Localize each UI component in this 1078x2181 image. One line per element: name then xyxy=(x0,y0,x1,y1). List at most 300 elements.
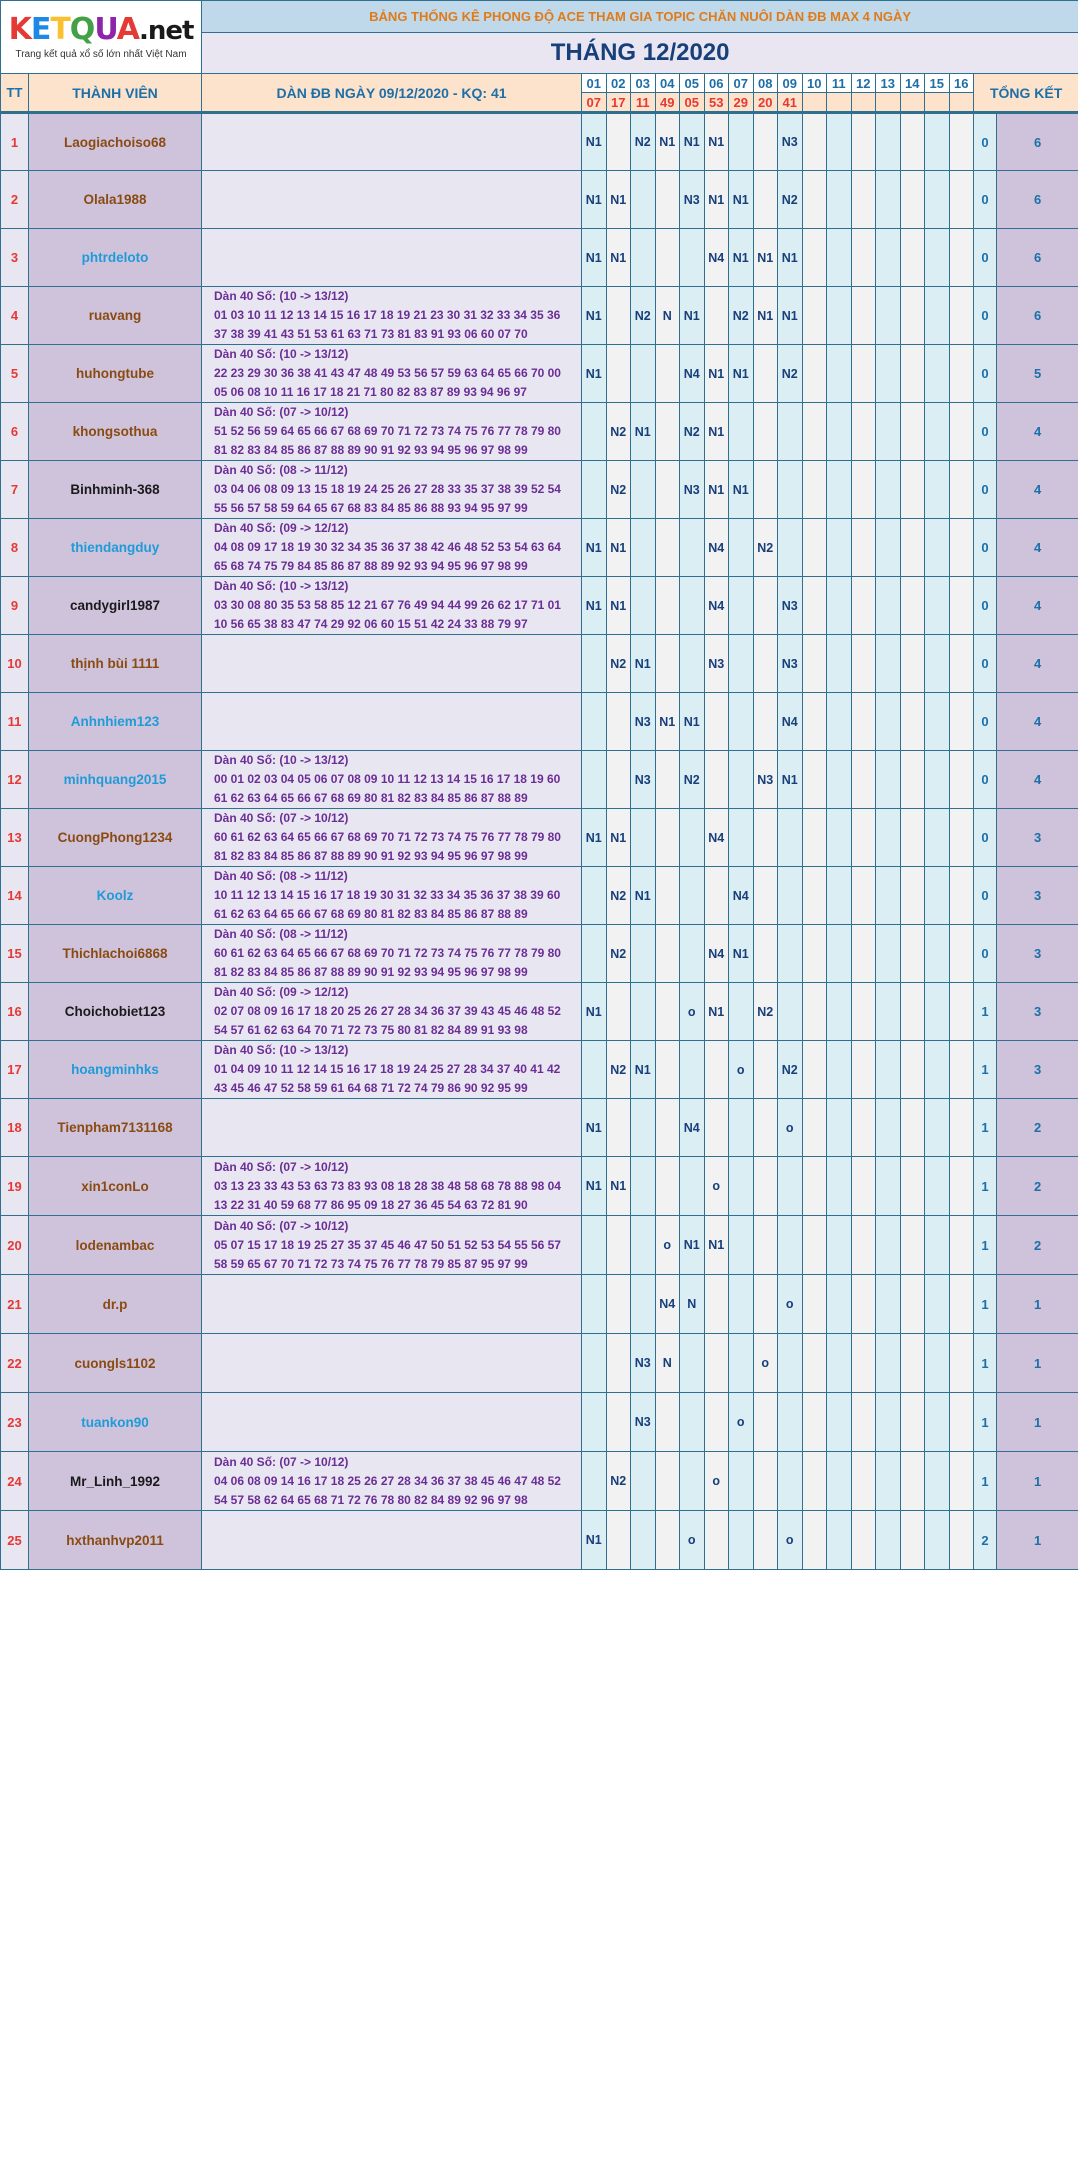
member-name[interactable]: hxthanhvp2011 xyxy=(29,1511,202,1570)
day-cell xyxy=(949,1041,974,1099)
day-cell: N2 xyxy=(778,1041,803,1099)
summary-miss: 0 xyxy=(974,751,997,809)
member-row xyxy=(1,809,1078,867)
day-cell xyxy=(606,751,631,809)
day-cell: N1 xyxy=(729,345,754,403)
member-row xyxy=(1,867,1078,925)
result-number: 41 xyxy=(778,93,803,113)
row-number: 18 xyxy=(1,1099,29,1157)
dan-line2: 81 82 83 84 85 86 87 88 89 90 91 92 93 94 95 96 97 98 99 xyxy=(214,849,528,863)
day-cell xyxy=(851,1393,876,1452)
dan-line2: 81 82 83 84 85 86 87 88 89 90 91 92 93 94 95 96 97 98 99 xyxy=(214,443,528,457)
day-cell xyxy=(729,1334,754,1393)
row-number: 7 xyxy=(1,461,29,519)
row-number: 17 xyxy=(1,1041,29,1099)
dan-title: Dàn 40 Số: (10 -> 13/12) xyxy=(214,1043,349,1057)
member-name[interactable]: Laogiachoiso68 xyxy=(29,113,202,171)
day-cell: N1 xyxy=(704,113,729,171)
member-name[interactable]: thịnh bùi 1111 xyxy=(29,635,202,693)
day-cell xyxy=(876,809,901,867)
day-cell xyxy=(900,519,925,577)
day-cell xyxy=(925,1157,950,1216)
day-cell xyxy=(925,925,950,983)
day-cell xyxy=(802,171,827,229)
logo[interactable] xyxy=(1,1,202,74)
dan-line1: 02 07 08 09 16 17 18 20 25 26 27 28 34 36 37 39 43 45 46 48 52 xyxy=(214,1004,561,1018)
day-cell xyxy=(753,1511,778,1570)
day-cell xyxy=(778,1393,803,1452)
day-cell xyxy=(582,403,607,461)
day-cell xyxy=(900,693,925,751)
day-cell: N3 xyxy=(778,113,803,171)
dan-line2: 54 57 58 62 64 65 68 71 72 76 78 80 82 84 89 92 96 97 98 xyxy=(214,1492,528,1507)
day-cell: N1 xyxy=(606,519,631,577)
member-row xyxy=(1,1216,1078,1275)
day-cell xyxy=(900,867,925,925)
day-cell xyxy=(655,519,680,577)
day-cell xyxy=(680,1334,705,1393)
member-dan xyxy=(202,287,582,345)
summary-hit: 6 xyxy=(997,229,1078,287)
summary-hit: 2 xyxy=(997,1216,1078,1275)
day-cell xyxy=(655,229,680,287)
day-cell xyxy=(949,577,974,635)
member-name[interactable]: tuankon90 xyxy=(29,1393,202,1452)
day-cell: N1 xyxy=(631,403,656,461)
day-cell: N1 xyxy=(778,751,803,809)
day-cell: o xyxy=(778,1275,803,1334)
day-cell: N4 xyxy=(680,345,705,403)
result-number xyxy=(876,93,901,113)
member-row xyxy=(1,577,1078,635)
day-cell xyxy=(704,867,729,925)
day-cell: N1 xyxy=(582,577,607,635)
day-cell xyxy=(802,867,827,925)
day-cell xyxy=(827,403,852,461)
row-number: 10 xyxy=(1,635,29,693)
day-cell xyxy=(827,577,852,635)
member-name[interactable]: khongsothua xyxy=(29,403,202,461)
day-cell xyxy=(753,1275,778,1334)
summary-hit: 1 xyxy=(997,1275,1078,1334)
result-number: 17 xyxy=(606,93,631,113)
day-cell xyxy=(949,1334,974,1393)
summary-miss: 1 xyxy=(974,1393,997,1452)
summary-miss: 0 xyxy=(974,113,997,171)
day-cell: N1 xyxy=(582,809,607,867)
day-cell xyxy=(900,287,925,345)
day-cell xyxy=(778,867,803,925)
day-cell xyxy=(680,809,705,867)
header-tt: TT xyxy=(1,74,29,113)
day-cell: o xyxy=(729,1041,754,1099)
day-cell xyxy=(753,1041,778,1099)
day-cell xyxy=(753,1216,778,1275)
dan-title: Dàn 40 Số: (09 -> 12/12) xyxy=(214,985,349,999)
member-dan xyxy=(202,751,582,809)
row-number: 19 xyxy=(1,1157,29,1216)
summary-hit: 4 xyxy=(997,519,1078,577)
day-cell: N1 xyxy=(729,925,754,983)
day-cell xyxy=(827,1334,852,1393)
summary-hit: 4 xyxy=(997,751,1078,809)
day-cell xyxy=(802,229,827,287)
dan-title: Dàn 40 Số: (10 -> 13/12) xyxy=(214,753,349,767)
day-cell: o xyxy=(704,1452,729,1511)
member-name[interactable]: phtrdeloto xyxy=(29,229,202,287)
day-cell: N xyxy=(680,1275,705,1334)
member-row xyxy=(1,925,1078,983)
day-cell xyxy=(949,1275,974,1334)
day-cell xyxy=(876,519,901,577)
member-name[interactable]: Anhnhiem123 xyxy=(29,693,202,751)
day-cell: o xyxy=(753,1334,778,1393)
member-name[interactable]: thiendangduy xyxy=(29,519,202,577)
day-cell xyxy=(606,1216,631,1275)
logo-wordmark: KETQUA.net xyxy=(8,12,194,47)
day-cell: N1 xyxy=(729,171,754,229)
day-cell: N3 xyxy=(631,1334,656,1393)
member-row xyxy=(1,1511,1078,1570)
day-cell xyxy=(925,809,950,867)
member-dan xyxy=(202,345,582,403)
day-cell xyxy=(802,1511,827,1570)
dan-title: Dàn 40 Số: (07 -> 10/12) xyxy=(214,1159,349,1174)
member-name[interactable]: Thichlachoi6868 xyxy=(29,925,202,983)
day-header: 06 xyxy=(704,74,729,93)
day-cell: N1 xyxy=(704,345,729,403)
day-header: 11 xyxy=(827,74,852,93)
day-cell xyxy=(949,867,974,925)
day-cell xyxy=(753,577,778,635)
day-cell xyxy=(900,1157,925,1216)
day-cell: N1 xyxy=(680,287,705,345)
dan-line2: 65 68 74 75 79 84 85 86 87 88 89 92 93 94 95 96 97 98 99 xyxy=(214,559,528,573)
day-cell xyxy=(876,867,901,925)
summary-miss: 1 xyxy=(974,983,997,1041)
row-number: 6 xyxy=(1,403,29,461)
dan-line1: 60 61 62 63 64 65 66 67 68 69 70 71 72 73 74 75 76 77 78 79 80 xyxy=(214,830,561,844)
day-cell xyxy=(582,635,607,693)
member-name[interactable]: ruavang xyxy=(29,287,202,345)
summary-miss: 0 xyxy=(974,577,997,635)
month-title: THÁNG 12/2020 xyxy=(202,33,1078,74)
day-cell xyxy=(876,113,901,171)
member-dan xyxy=(202,1334,582,1393)
result-number: 20 xyxy=(753,93,778,113)
day-cell xyxy=(900,577,925,635)
day-header: 16 xyxy=(949,74,974,93)
day-cell xyxy=(729,519,754,577)
member-name[interactable]: minhquang2015 xyxy=(29,751,202,809)
day-cell xyxy=(827,287,852,345)
day-cell: N1 xyxy=(704,403,729,461)
day-header: 10 xyxy=(802,74,827,93)
summary-hit: 6 xyxy=(997,287,1078,345)
day-cell xyxy=(729,635,754,693)
dan-line2: 61 62 63 64 65 66 67 68 69 80 81 82 83 84 85 86 87 88 89 xyxy=(214,791,528,805)
member-name[interactable]: dr.p xyxy=(29,1275,202,1334)
day-cell xyxy=(876,751,901,809)
day-cell xyxy=(802,1334,827,1393)
day-cell xyxy=(876,983,901,1041)
dan-title: Dàn 40 Số: (07 -> 10/12) xyxy=(214,1454,349,1469)
day-cell xyxy=(655,171,680,229)
day-cell xyxy=(876,925,901,983)
row-number: 3 xyxy=(1,229,29,287)
day-cell xyxy=(582,925,607,983)
member-name[interactable]: Choichobiet123 xyxy=(29,983,202,1041)
day-cell xyxy=(606,113,631,171)
summary-miss: 0 xyxy=(974,171,997,229)
day-cell: N1 xyxy=(582,983,607,1041)
member-dan xyxy=(202,1157,582,1216)
day-cell: N1 xyxy=(606,229,631,287)
day-cell xyxy=(606,1099,631,1157)
day-cell xyxy=(753,635,778,693)
day-cell xyxy=(680,577,705,635)
day-cell xyxy=(655,403,680,461)
member-name[interactable]: Koolz xyxy=(29,867,202,925)
day-cell xyxy=(802,1041,827,1099)
day-cell xyxy=(655,1393,680,1452)
day-cell: N4 xyxy=(729,867,754,925)
day-cell: N4 xyxy=(704,229,729,287)
day-cell xyxy=(778,519,803,577)
dan-title: Dàn 40 Số: (07 -> 10/12) xyxy=(214,1218,349,1233)
day-cell xyxy=(606,1275,631,1334)
member-name[interactable]: cuongls1102 xyxy=(29,1334,202,1393)
day-cell: o xyxy=(680,1511,705,1570)
day-cell: N1 xyxy=(655,113,680,171)
day-cell: N3 xyxy=(753,751,778,809)
day-cell: N3 xyxy=(680,461,705,519)
day-cell xyxy=(900,1216,925,1275)
day-cell xyxy=(802,1216,827,1275)
header-member: THÀNH VIÊN xyxy=(29,74,202,113)
day-cell xyxy=(606,1393,631,1452)
day-cell xyxy=(729,113,754,171)
day-cell xyxy=(900,345,925,403)
day-cell xyxy=(631,519,656,577)
day-cell xyxy=(949,403,974,461)
day-cell xyxy=(631,229,656,287)
day-cell: N1 xyxy=(778,287,803,345)
dan-line1: 03 04 06 08 09 13 15 18 19 24 25 26 27 28 33 35 37 38 39 52 54 xyxy=(214,482,561,496)
member-dan xyxy=(202,635,582,693)
day-cell xyxy=(876,1511,901,1570)
member-name[interactable]: hoangminhks xyxy=(29,1041,202,1099)
day-cell xyxy=(925,983,950,1041)
member-row xyxy=(1,1157,1078,1216)
day-cell xyxy=(851,519,876,577)
day-cell xyxy=(778,403,803,461)
day-cell xyxy=(851,635,876,693)
day-cell xyxy=(900,1099,925,1157)
day-cell xyxy=(949,1157,974,1216)
day-header: 02 xyxy=(606,74,631,93)
summary-hit: 1 xyxy=(997,1393,1078,1452)
day-cell xyxy=(900,1334,925,1393)
day-cell xyxy=(827,1393,852,1452)
day-cell: N xyxy=(655,1334,680,1393)
day-cell xyxy=(753,693,778,751)
day-cell xyxy=(925,1334,950,1393)
day-cell xyxy=(876,635,901,693)
logo-tagline: Trang kết quả xổ số lớn nhất Việt Nam xyxy=(15,49,187,60)
member-row xyxy=(1,983,1078,1041)
day-cell: N1 xyxy=(753,229,778,287)
row-number: 25 xyxy=(1,1511,29,1570)
day-cell xyxy=(827,867,852,925)
day-cell xyxy=(949,1099,974,1157)
day-cell xyxy=(655,1511,680,1570)
day-cell xyxy=(802,287,827,345)
summary-miss: 1 xyxy=(974,1334,997,1393)
day-header: 01 xyxy=(582,74,607,93)
day-cell xyxy=(876,1216,901,1275)
day-cell: N2 xyxy=(606,1452,631,1511)
dan-line2: 58 59 65 67 70 71 72 73 74 75 76 77 78 79 85 87 95 97 99 xyxy=(214,1256,528,1271)
day-cell xyxy=(900,983,925,1041)
member-name[interactable]: Olala1988 xyxy=(29,171,202,229)
day-cell xyxy=(925,229,950,287)
day-cell xyxy=(876,693,901,751)
member-dan xyxy=(202,519,582,577)
day-cell xyxy=(949,925,974,983)
day-cell: N2 xyxy=(778,171,803,229)
day-cell xyxy=(606,1334,631,1393)
day-cell: N1 xyxy=(582,1511,607,1570)
day-cell xyxy=(582,461,607,519)
dan-title: Dàn 40 Số: (08 -> 11/12) xyxy=(214,927,348,941)
summary-hit: 1 xyxy=(997,1511,1078,1570)
summary-miss: 0 xyxy=(974,925,997,983)
member-name[interactable]: Binhminh-368 xyxy=(29,461,202,519)
day-cell xyxy=(900,1452,925,1511)
day-cell xyxy=(949,1511,974,1570)
day-cell xyxy=(655,983,680,1041)
dan-title: Dàn 40 Số: (10 -> 13/12) xyxy=(214,347,349,361)
dan-title: Dàn 40 Số: (07 -> 10/12) xyxy=(214,811,349,825)
day-cell xyxy=(949,229,974,287)
day-cell xyxy=(680,519,705,577)
member-dan xyxy=(202,403,582,461)
dan-line2: 61 62 63 64 65 66 67 68 69 80 81 82 83 84 85 86 87 88 89 xyxy=(214,907,528,921)
summary-miss: 1 xyxy=(974,1041,997,1099)
day-cell xyxy=(631,983,656,1041)
day-cell: N2 xyxy=(631,287,656,345)
day-cell xyxy=(778,809,803,867)
day-cell: o xyxy=(729,1393,754,1452)
day-cell xyxy=(582,867,607,925)
day-cell xyxy=(949,345,974,403)
summary-hit: 4 xyxy=(997,693,1078,751)
day-cell: N1 xyxy=(753,287,778,345)
day-cell xyxy=(729,983,754,1041)
day-cell xyxy=(827,983,852,1041)
day-cell xyxy=(680,925,705,983)
day-cell xyxy=(851,577,876,635)
member-name[interactable]: CuongPhong1234 xyxy=(29,809,202,867)
day-cell xyxy=(802,577,827,635)
dan-line1: 22 23 29 30 36 38 41 43 47 48 49 53 56 57 59 63 64 65 66 70 00 xyxy=(214,366,561,380)
member-name[interactable]: Tienpham7131168 xyxy=(29,1099,202,1157)
day-cell xyxy=(753,113,778,171)
day-header: 08 xyxy=(753,74,778,93)
member-dan xyxy=(202,113,582,171)
day-cell xyxy=(680,1041,705,1099)
day-cell xyxy=(851,809,876,867)
summary-hit: 4 xyxy=(997,461,1078,519)
day-cell xyxy=(778,1452,803,1511)
member-name[interactable]: candygirl1987 xyxy=(29,577,202,635)
summary-hit: 1 xyxy=(997,1452,1078,1511)
day-cell xyxy=(949,751,974,809)
summary-hit: 3 xyxy=(997,983,1078,1041)
day-cell: N2 xyxy=(606,867,631,925)
day-cell: o xyxy=(655,1216,680,1275)
day-cell xyxy=(680,229,705,287)
day-cell: N2 xyxy=(680,751,705,809)
summary-miss: 0 xyxy=(974,867,997,925)
day-cell xyxy=(851,983,876,1041)
day-cell xyxy=(655,867,680,925)
day-cell xyxy=(729,403,754,461)
day-cell: N2 xyxy=(729,287,754,345)
day-cell xyxy=(606,693,631,751)
member-name[interactable]: Mr_Linh_1992 xyxy=(29,1452,202,1511)
dan-line1: 04 06 08 09 14 16 17 18 25 26 27 28 34 36 37 38 45 46 47 48 52 xyxy=(214,1473,561,1488)
day-cell xyxy=(802,751,827,809)
member-row xyxy=(1,345,1078,403)
summary-miss: 1 xyxy=(974,1452,997,1511)
day-cell xyxy=(680,867,705,925)
day-cell xyxy=(851,461,876,519)
summary-miss: 0 xyxy=(974,693,997,751)
member-row xyxy=(1,403,1078,461)
member-row xyxy=(1,171,1078,229)
day-header: 09 xyxy=(778,74,803,93)
member-dan xyxy=(202,1041,582,1099)
day-cell: N1 xyxy=(582,1099,607,1157)
day-cell xyxy=(876,1275,901,1334)
day-cell xyxy=(778,925,803,983)
header-summary: TỔNG KẾT xyxy=(974,74,1078,113)
day-header: 13 xyxy=(876,74,901,93)
member-name[interactable]: lodenambac xyxy=(29,1216,202,1275)
day-cell xyxy=(753,1157,778,1216)
day-cell xyxy=(582,1275,607,1334)
row-number: 21 xyxy=(1,1275,29,1334)
day-cell: N3 xyxy=(680,171,705,229)
member-name[interactable]: xin1conLo xyxy=(29,1157,202,1216)
day-cell xyxy=(631,1216,656,1275)
day-cell xyxy=(631,345,656,403)
member-name[interactable]: huhongtube xyxy=(29,345,202,403)
header-dan: DÀN ĐB NGÀY 09/12/2020 - KQ: 41 xyxy=(202,74,582,113)
day-header: 05 xyxy=(680,74,705,93)
result-number xyxy=(802,93,827,113)
day-cell xyxy=(876,577,901,635)
day-cell xyxy=(827,229,852,287)
summary-miss: 0 xyxy=(974,461,997,519)
row-number: 23 xyxy=(1,1393,29,1452)
day-cell xyxy=(851,1216,876,1275)
day-cell xyxy=(900,171,925,229)
member-row xyxy=(1,287,1078,345)
day-cell xyxy=(729,1216,754,1275)
